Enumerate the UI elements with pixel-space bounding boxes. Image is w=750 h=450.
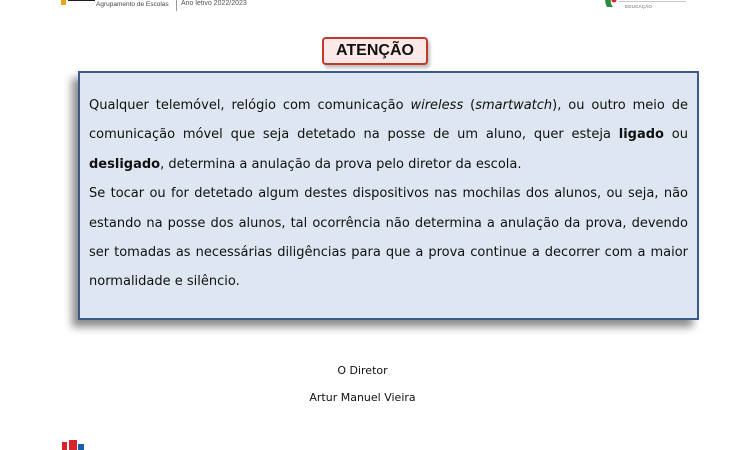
footer-logo-icon bbox=[60, 438, 100, 450]
attention-badge: ATENÇÃO bbox=[322, 37, 428, 65]
school-year-label: Ano letivo 2022/2023 bbox=[181, 0, 247, 7]
notice-text: ), ou outro meio de comunicação móvel que seja detetado na posse de um aluno, quer esteja bbox=[89, 98, 688, 143]
ministry-emblem-icon bbox=[604, 0, 618, 7]
notice-text: ou bbox=[663, 127, 688, 143]
notice-paragraph-devices bbox=[89, 91, 688, 179]
notice-bold-desligado: desligado bbox=[89, 156, 161, 172]
notice-text: Qualquer telemóvel, relógio com comunicação bbox=[89, 98, 411, 113]
notice-emphasis-smartwatch: smartwatch bbox=[475, 98, 553, 113]
header-divider bbox=[176, 0, 177, 11]
school-header bbox=[60, 0, 280, 14]
signature-title: O Diretor bbox=[337, 364, 388, 377]
notice-text: ( bbox=[463, 98, 476, 113]
ministry-rule bbox=[618, 1, 686, 2]
school-logo-icon bbox=[60, 0, 96, 8]
school-org-name: Agrupamento de Escolas bbox=[96, 1, 169, 8]
ministry-header bbox=[600, 0, 690, 12]
notice-text: , determina a anulação da prova pelo diretor da escola. bbox=[160, 156, 522, 172]
notice-emphasis-wireless: wireless bbox=[410, 98, 464, 113]
notice-bold-ligado: ligado bbox=[618, 127, 664, 143]
ministry-label: EDUCAÇÃO bbox=[625, 4, 653, 9]
notice-box bbox=[78, 71, 699, 320]
notice-paragraph-backpacks: Se tocar ou for detetado algum destes dispositivos nas mochilas dos alunos, ou seja, não estando na posse dos alunos, tal ocorrência não determina a anulação da prova, devendo ser tomadas as necessárias diligências para que a prova continue a decorrer com a maior normalidade e silêncio. bbox=[89, 186, 688, 290]
signature-name: Artur Manuel Vieira bbox=[309, 391, 416, 404]
